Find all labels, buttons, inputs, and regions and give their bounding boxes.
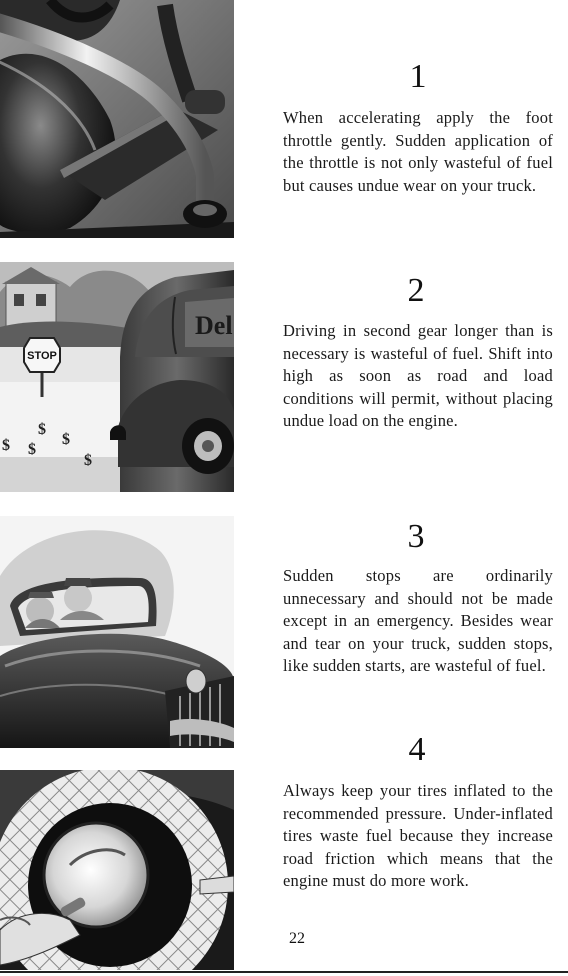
truck-lettering: Del: [195, 311, 233, 340]
dollar-sign-2: $: [62, 431, 70, 448]
section-number-4: 4: [408, 731, 426, 768]
stop-sign-lettering: STOP: [27, 350, 57, 362]
dollar-sign-3: $: [28, 441, 36, 458]
section-text-2: Driving in second gear longer than is necessary is wasteful of fuel. Shift into high as soon as road and load conditions will permit, without placing undue load on the engine.: [283, 321, 553, 431]
dollar-sign-5: $: [2, 437, 10, 454]
tire-pressure-illustration: [0, 770, 234, 970]
throttle-illustration: [0, 0, 234, 238]
section-number-2: 2: [407, 272, 425, 309]
page-number: 22: [289, 930, 305, 947]
sudden-stop-illustration: [0, 516, 234, 748]
dollar-sign-4: $: [84, 452, 92, 469]
section-number-1: 1: [409, 58, 427, 95]
section-number-3: 3: [407, 518, 425, 555]
bottom-rule: [0, 971, 568, 973]
dollar-sign-1: $: [38, 421, 46, 438]
truck-stop-sign-illustration: [0, 262, 234, 492]
section-text-3: Sudden stops are ordinarily unnecessary and should not be made except in an emergency. Besides wear and tear on your truck, sudden stops, like sudden starts, are wasteful of fuel.: [283, 566, 553, 676]
section-text-1: When accelerating apply the foot throttle gently. Sudden application of the throttle is not only wasteful of fuel but causes undue wear on your truck.: [283, 108, 553, 195]
section-text-4: Always keep your tires inflated to the recommended pressure. Under-inflated tires waste fuel because they increase road friction which means that the engine must do more work.: [283, 781, 553, 891]
